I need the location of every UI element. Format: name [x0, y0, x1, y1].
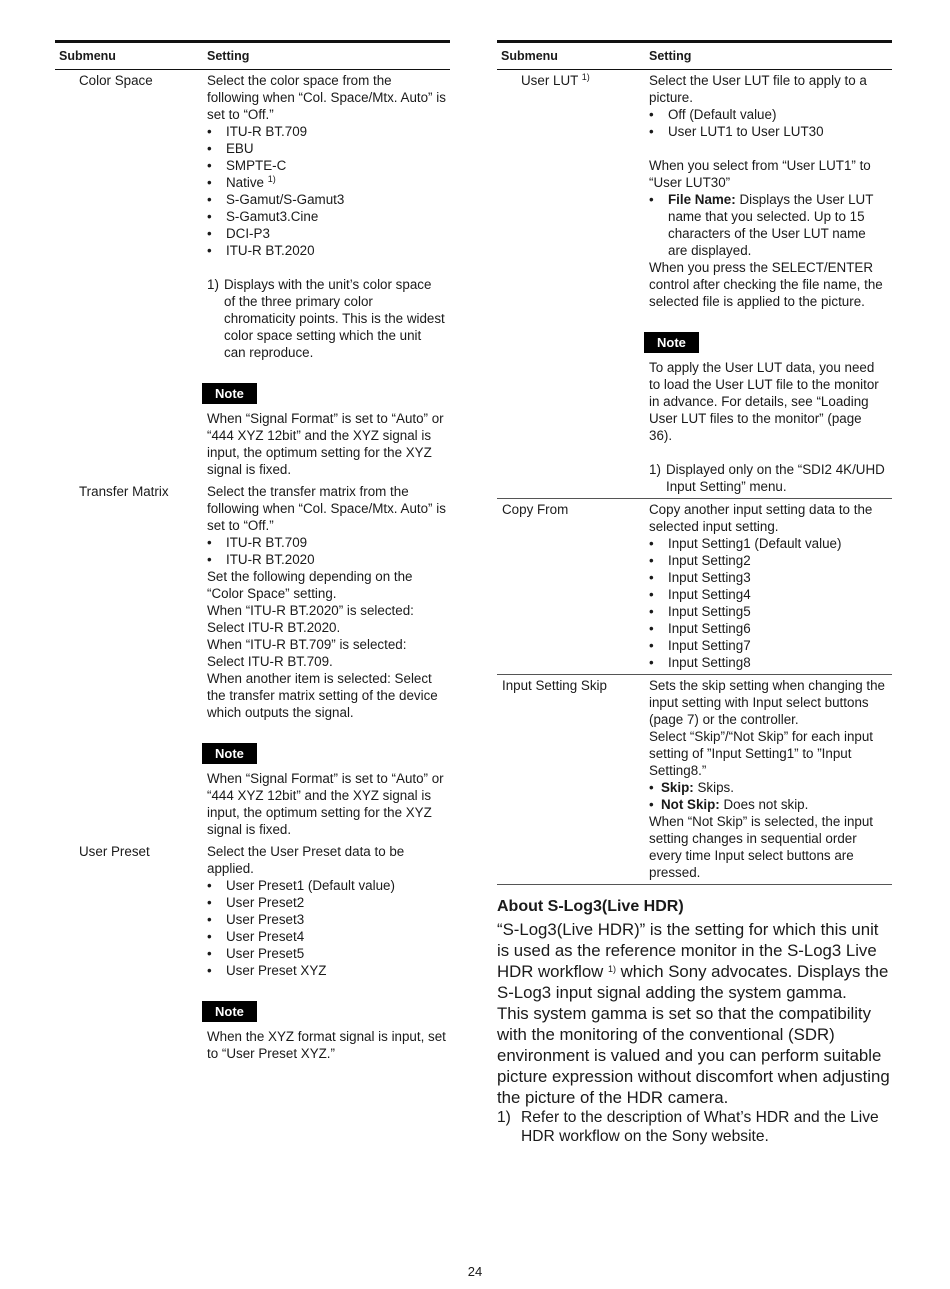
user-lut-intro: Select the User LUT file to apply to a picture. — [649, 73, 867, 105]
list-item: • ITU-R BT.2020 — [207, 551, 446, 568]
file-name-text: Displays the User LUT name that you selected. Up to 15 characters of the User LUT name are displayed. — [668, 192, 874, 258]
list-item: • Input Setting6 — [649, 620, 888, 637]
footnote-ref: 1) — [581, 72, 590, 82]
skip-intro: Sets the skip setting when changing the input setting with Input select buttons (page 7) or the controller. — [649, 678, 885, 727]
about-text: “S-Log3(Live HDR)” is the setting for which this unit is used as the reference monitor in the S-Log3 Live HDR workflow — [497, 920, 879, 981]
submenu-user-lut-text: User LUT — [521, 73, 579, 88]
list-item: • ITU-R BT.2020 — [207, 242, 446, 259]
footnote-text: Displays with the unit’s color space of the three primary color chromaticity points. This is the widest color space setting which the unit can reproduce. — [224, 277, 445, 360]
footnote-text: Displayed only on the “SDI2 4K/UHD Input Setting” menu. — [666, 462, 885, 494]
row-user-lut — [497, 70, 892, 499]
about-paragraph-2: This system gamma is set so that the compatibility with the monitoring of the conventional (SDR) environment is valued and you can perform suitable picture expression without discomfort when adjusting the picture of the HDR camera. — [497, 1004, 890, 1107]
list-item: • DCI-P3 — [207, 225, 446, 242]
user-preset-note: When the XYZ format signal is input, set to “User Preset XYZ.” — [207, 1029, 446, 1061]
about-title: About S-Log3(Live HDR) — [497, 898, 684, 915]
list-item: • Input Setting8 — [649, 654, 888, 671]
submenu-color-space: Color Space — [79, 73, 153, 88]
setting-copy-from — [645, 499, 892, 675]
list-item: • Input Setting7 — [649, 637, 888, 654]
submenu-user-preset: User Preset — [79, 844, 150, 859]
user-lut-options — [649, 106, 888, 140]
color-space-footnote — [207, 276, 446, 361]
row-color-space — [55, 70, 450, 482]
header-submenu: Submenu — [55, 42, 203, 70]
note-label: Note — [644, 332, 699, 353]
submenu-transfer-matrix: Transfer Matrix — [79, 484, 169, 499]
about-slog3-section — [497, 897, 892, 1146]
transfer-matrix-text: When another item is selected: Select the transfer matrix setting of the device which outputs the signal. — [207, 671, 438, 720]
user-lut-note: To apply the User LUT data, you need to load the User LUT file to the monitor in advance. For details, see “Loading User LUT files to the monitor” (page 36). — [649, 360, 879, 443]
user-lut-when: When you select from “User LUT1” to “User LUT30” — [649, 158, 871, 190]
list-item: • User Preset XYZ — [207, 962, 446, 979]
list-item: • User Preset4 — [207, 928, 446, 945]
footnote-ref: 1) — [607, 964, 616, 974]
setting-color-space — [203, 70, 450, 482]
list-item: • User LUT1 to User LUT30 — [649, 123, 888, 140]
row-copy-from — [497, 499, 892, 675]
list-item — [649, 796, 888, 813]
note-label: Note — [202, 743, 257, 764]
list-item — [649, 191, 888, 259]
row-input-setting-skip — [497, 675, 892, 885]
list-item: • Input Setting1 (Default value) — [649, 535, 888, 552]
header-setting: Setting — [203, 42, 450, 70]
transfer-matrix-note: When “Signal Format” is set to “Auto” or “444 XYZ 12bit” and the XYZ signal is input, the optimum setting for the XYZ signal is fixed. — [207, 771, 444, 837]
footnote-ref: 1) — [267, 174, 276, 184]
list-item: • Input Setting2 — [649, 552, 888, 569]
setting-user-lut — [645, 70, 892, 499]
list-item: • S-Gamut/S-Gamut3 — [207, 191, 446, 208]
note-label: Note — [202, 1001, 257, 1022]
user-preset-options — [207, 877, 446, 979]
skip-text: Skips. — [693, 780, 734, 795]
skip-outro: When “Not Skip” is selected, the input setting changes in sequential order every time Input select buttons are pressed. — [649, 814, 874, 880]
skip-label: Skip: — [661, 780, 694, 795]
transfer-matrix-text: Set the following depending on the “Color Space” setting. — [207, 569, 413, 601]
setting-input-setting-skip — [645, 675, 892, 885]
about-footnote — [497, 1108, 892, 1146]
user-lut-file-name — [649, 191, 888, 259]
not-skip-text: Does not skip. — [719, 797, 809, 812]
transfer-matrix-intro: Select the transfer matrix from the following when “Col. Space/Mtx. Auto” is set to “Off.” — [207, 484, 446, 533]
list-item-text: Native — [226, 175, 264, 190]
list-item: • SMPTE-C — [207, 157, 446, 174]
row-transfer-matrix — [55, 481, 450, 841]
list-item — [207, 174, 446, 191]
footnote-number: 1) — [207, 277, 219, 292]
header-setting: Setting — [645, 42, 892, 70]
page-number: 24 — [467, 1264, 483, 1279]
not-skip-label: Not Skip: — [661, 797, 720, 812]
file-name-label: File Name: — [668, 192, 736, 207]
skip-select: Select “Skip”/“Not Skip” for each input setting of ”Input Setting1” to ”Input Setting8.” — [649, 729, 874, 778]
list-item: • Off (Default value) — [649, 106, 888, 123]
setting-user-preset — [203, 841, 450, 1065]
header-submenu: Submenu — [497, 42, 645, 70]
user-preset-intro: Select the User Preset data to be applied. — [207, 844, 405, 876]
copy-from-options — [649, 535, 888, 671]
setting-transfer-matrix — [203, 481, 450, 841]
list-item: • User Preset2 — [207, 894, 446, 911]
about-text: which Sony advocates. Displays the S-Log3 input signal adding the system gamma. — [497, 962, 889, 1002]
submenu-user-lut — [497, 70, 645, 499]
list-item: • Input Setting3 — [649, 569, 888, 586]
submenu-input-setting-skip: Input Setting Skip — [497, 675, 645, 885]
right-column — [497, 40, 892, 1146]
transfer-matrix-options — [207, 534, 446, 568]
list-item: • Input Setting5 — [649, 603, 888, 620]
skip-options — [649, 779, 888, 813]
color-space-options — [207, 123, 446, 259]
submenu-copy-from: Copy From — [497, 499, 645, 675]
footnote-number: 1) — [497, 1109, 511, 1126]
list-item: • ITU-R BT.709 — [207, 123, 446, 140]
list-item: • Input Setting4 — [649, 586, 888, 603]
user-lut-footnote — [649, 461, 888, 495]
color-space-note: When “Signal Format” is set to “Auto” or “444 XYZ 12bit” and the XYZ signal is input, the optimum setting for the XYZ signal is fixed. — [207, 411, 444, 477]
user-lut-press: When you press the SELECT/ENTER control after checking the file name, the selected file is applied to the picture. — [649, 260, 883, 309]
right-settings-table — [497, 40, 892, 885]
list-item — [649, 779, 888, 796]
copy-from-intro: Copy another input setting data to the selected input setting. — [649, 502, 873, 534]
list-item: • S-Gamut3.Cine — [207, 208, 446, 225]
note-label: Note — [202, 383, 257, 404]
color-space-intro: Select the color space from the following when “Col. Space/Mtx. Auto” is set to “Off.” — [207, 73, 446, 122]
list-item: • User Preset5 — [207, 945, 446, 962]
list-item: • EBU — [207, 140, 446, 157]
about-paragraph-1 — [497, 919, 892, 1003]
footnote-text: Refer to the description of What’s HDR and the Live HDR workflow on the Sony website. — [521, 1109, 879, 1145]
list-item: • User Preset3 — [207, 911, 446, 928]
list-item: • User Preset1 (Default value) — [207, 877, 446, 894]
transfer-matrix-text: When “ITU-R BT.2020” is selected: Select ITU-R BT.2020. — [207, 603, 414, 635]
transfer-matrix-text: When “ITU-R BT.709” is selected: Select ITU-R BT.709. — [207, 637, 407, 669]
row-user-preset — [55, 841, 450, 1065]
footnote-number: 1) — [649, 462, 661, 477]
left-settings-table — [55, 40, 450, 1065]
list-item: • ITU-R BT.709 — [207, 534, 446, 551]
